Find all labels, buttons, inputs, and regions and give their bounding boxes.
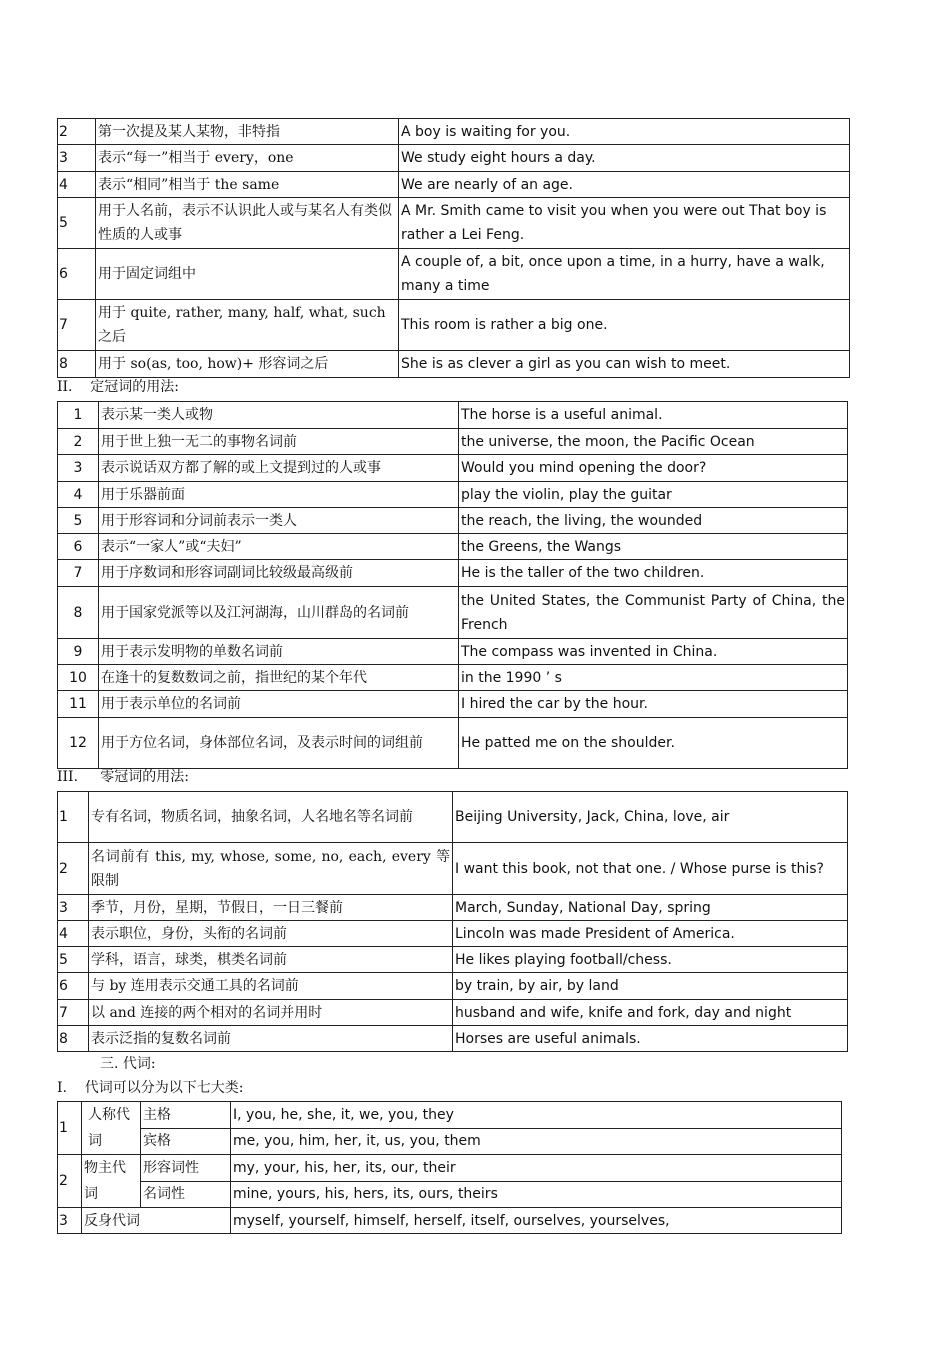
row-number: 3 [58,145,96,172]
example-cell: by train, by air, by land [453,973,848,1000]
usage-cell: 用于人名前，表示不认识此人或与某名人有类似性质的人或事 [96,198,399,249]
example-cell: Horses are useful animals. [453,1026,848,1052]
pronoun-categories-heading: I. 代词可以分为以下七大类: [57,1080,244,1096]
row-number: 12 [58,718,99,769]
indefinite-article-table [57,118,850,378]
category-label: 人称代词 [82,1102,141,1155]
usage-cell: 学科，语言，球类，棋类名词前 [89,947,453,973]
zero-article-heading: III. 零冠词的用法: [57,769,190,785]
table-row [58,1208,842,1234]
table-row [58,895,848,921]
table-row [58,665,848,691]
table-row [58,718,848,769]
example-cell: Beijing University, Jack, China, love, air [453,792,848,843]
row-number: 2 [58,429,99,455]
table-row [58,351,850,378]
pronoun-section-title: 三. 代词: [100,1056,156,1072]
row-number: 1 [58,402,99,429]
row-number: 7 [58,300,96,351]
example-cell: We study eight hours a day. [399,145,850,172]
row-number: 8 [58,351,96,378]
table-row [58,947,848,973]
usage-cell: 名词前有 this, my, whose, some, no, each, every 等限制 [89,843,453,895]
example-cell: He likes playing football/chess. [453,947,848,973]
example-cell: Would you mind opening the door? [459,455,848,482]
usage-cell: 表示说话双方都了解的或上文提到过的人或事 [99,455,459,482]
usage-cell: 与 by 连用表示交通工具的名词前 [89,973,453,1000]
table-row [58,482,848,508]
table-row [58,1128,842,1155]
row-number: 5 [58,947,89,973]
example-cell: We are nearly of an age. [399,172,850,198]
category-label: 反身代词 [82,1208,231,1234]
usage-cell: 用于形容词和分词前表示一类人 [99,508,459,534]
row-number: 9 [58,639,99,665]
example-cell: myself, yourself, himself, herself, itself, ourselves, yourselves, [231,1208,842,1234]
usage-cell: 用于 so(as, too, how)+ 形容词之后 [96,351,399,378]
row-number: 5 [58,508,99,534]
row-number: 1 [58,792,89,843]
row-number: 6 [58,973,89,1000]
example-cell: March, Sunday, National Day, spring [453,895,848,921]
table-row [58,1155,842,1182]
table-row [58,172,850,198]
subcategory-label: 主格 [141,1102,231,1129]
example-cell: A couple of, a bit, once upon a time, in a hurry, have a walk, many a time [399,249,850,300]
example-cell: the universe, the moon, the Pacific Ocean [459,429,848,455]
row-number: 8 [58,1026,89,1052]
table-row [58,249,850,300]
row-number: 5 [58,198,96,249]
table-row [58,429,848,455]
usage-cell: 表示“相同”相当于 the same [96,172,399,198]
table-row [58,402,848,429]
row-number: 4 [58,921,89,947]
table-row [58,300,850,351]
row-number: 3 [58,895,89,921]
example-cell: in the 1990 ’ s [459,665,848,691]
example-cell: He patted me on the shoulder. [459,718,848,769]
row-number: 4 [58,482,99,508]
table-row [58,1000,848,1026]
table-row [58,119,850,145]
usage-cell: 表示“一家人”或“夫妇” [99,534,459,560]
usage-cell: 用于国家党派等以及江河湖海，山川群岛的名词前 [99,587,459,639]
table-row [58,587,848,639]
example-cell: She is as clever a girl as you can wish to meet. [399,351,850,378]
table-row [58,843,848,895]
example-cell: A Mr. Smith came to visit you when you were out That boy is rather a Lei Feng. [399,198,850,249]
row-number: 2 [58,119,96,145]
definite-article-heading: II. 定冠词的用法: [57,379,180,395]
table-row [58,1102,842,1129]
subcategory-label: 名词性 [141,1181,231,1208]
row-number: 7 [58,1000,89,1026]
usage-cell: 表示“每一”相当于 every，one [96,145,399,172]
usage-cell: 用于方位名词，身体部位名词，及表示时间的词组前 [99,718,459,769]
row-number: 6 [58,534,99,560]
example-cell: the United States, the Communist Party of China, the French [459,587,848,639]
example-cell: A boy is waiting for you. [399,119,850,145]
row-number: 3 [58,455,99,482]
row-number: 8 [58,587,99,639]
usage-cell: 用于 quite, rather, many, half, what, such 之后 [96,300,399,351]
row-number: 3 [58,1208,82,1234]
table-row [58,1026,848,1052]
example-cell: The compass was invented in China. [459,639,848,665]
usage-cell: 用于表示发明物的单数名词前 [99,639,459,665]
example-cell: Lincoln was made President of America. [453,921,848,947]
example-cell: He is the taller of the two children. [459,560,848,587]
table-row [58,1181,842,1208]
row-number: 2 [58,1155,82,1208]
usage-cell: 在逢十的复数数词之前，指世纪的某个年代 [99,665,459,691]
table-row [58,508,848,534]
usage-cell: 用于世上独一无二的事物名词前 [99,429,459,455]
row-number: 7 [58,560,99,587]
usage-cell: 用于序数词和形容词副词比较级最高级前 [99,560,459,587]
zero-article-table [57,791,848,1052]
usage-cell: 用于固定词组中 [96,249,399,300]
table-row [58,145,850,172]
example-cell: mine, yours, his, hers, its, ours, theirs [231,1181,842,1208]
table-row [58,198,850,249]
usage-cell: 季节，月份，星期，节假日，一日三餐前 [89,895,453,921]
usage-cell: 以 and 连接的两个相对的名词并用时 [89,1000,453,1026]
pronoun-table [57,1101,842,1234]
example-cell: the reach, the living, the wounded [459,508,848,534]
usage-cell: 用于乐器前面 [99,482,459,508]
example-cell: I want this book, not that one. / Whose purse is this? [453,843,848,895]
table-row [58,921,848,947]
table-row [58,691,848,718]
row-number: 4 [58,172,96,198]
example-cell: the Greens, the Wangs [459,534,848,560]
table-row [58,560,848,587]
example-cell: play the violin, play the guitar [459,482,848,508]
example-cell: my, your, his, her, its, our, their [231,1155,842,1182]
example-cell: husband and wife, knife and fork, day and night [453,1000,848,1026]
example-cell: I, you, he, she, it, we, you, they [231,1102,842,1129]
subcategory-label: 形容词性 [141,1155,231,1182]
row-number: 11 [58,691,99,718]
table-row [58,534,848,560]
table-row [58,792,848,843]
row-number: 10 [58,665,99,691]
row-number: 1 [58,1102,82,1155]
example-cell: This room is rather a big one. [399,300,850,351]
example-cell: I hired the car by the hour. [459,691,848,718]
example-cell: The horse is a useful animal. [459,402,848,429]
row-number: 2 [58,843,89,895]
table-row [58,973,848,1000]
usage-cell: 专有名词，物质名词，抽象名词，人名地名等名词前 [89,792,453,843]
category-label: 物主代词 [82,1155,141,1208]
usage-cell: 第一次提及某人某物，非特指 [96,119,399,145]
definite-article-table [57,401,848,769]
example-cell: me, you, him, her, it, us, you, them [231,1128,842,1155]
usage-cell: 表示职位，身份，头衔的名词前 [89,921,453,947]
table-row [58,455,848,482]
usage-cell: 表示某一类人或物 [99,402,459,429]
subcategory-label: 宾格 [141,1128,231,1155]
table-row [58,639,848,665]
usage-cell: 用于表示单位的名词前 [99,691,459,718]
usage-cell: 表示泛指的复数名词前 [89,1026,453,1052]
row-number: 6 [58,249,96,300]
